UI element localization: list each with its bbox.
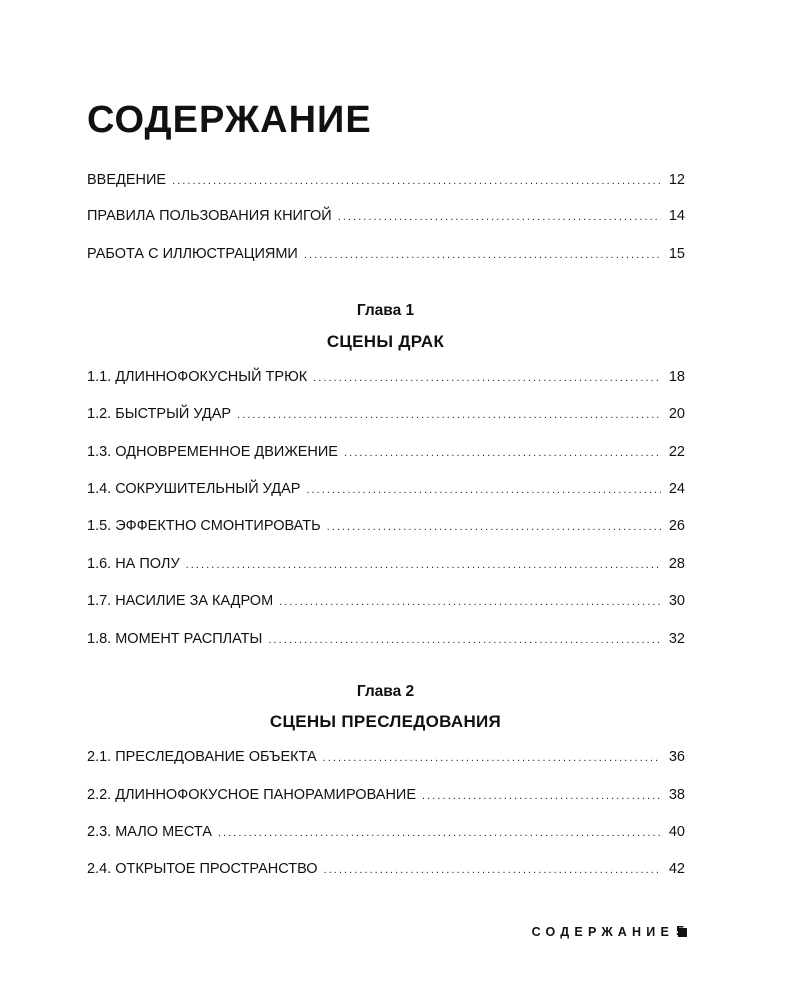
dot-leader: [172, 172, 661, 190]
toc-entry-page: 38: [668, 787, 685, 803]
toc-entry-1-6[interactable]: [87, 555, 685, 573]
dot-leader: [324, 861, 661, 879]
toc-entry-label: 1.8. МОМЕНТ РАСПЛАТЫ: [87, 631, 263, 647]
toc-entry-label: 1.5. ЭФФЕКТНО СМОНТИРОВАТЬ: [87, 518, 321, 534]
dot-leader: [323, 749, 661, 767]
toc-entry-1-2[interactable]: [87, 405, 685, 423]
chapter-1-number: Глава 1: [356, 302, 415, 319]
dot-leader: [338, 208, 661, 226]
toc-entry-1-8[interactable]: [87, 630, 685, 648]
toc-entry-page: 28: [668, 556, 685, 572]
toc-entry-page: 36: [668, 749, 685, 765]
toc-entry-2-3[interactable]: [87, 823, 685, 841]
dot-leader: [306, 481, 661, 499]
dot-leader: [186, 556, 661, 574]
toc-entry-1-5[interactable]: [87, 517, 685, 535]
dot-leader: [327, 518, 661, 536]
toc-entry-label: 1.4. СОКРУШИТЕЛЬНЫЙ УДАР: [87, 481, 301, 497]
toc-entry-page: 22: [668, 444, 685, 460]
toc-entry-1-1[interactable]: [87, 368, 685, 386]
dot-leader: [279, 593, 661, 611]
dot-leader: [218, 824, 661, 842]
toc-entry-label: 1.3. ОДНОВРЕМЕННОЕ ДВИЖЕНИЕ: [87, 444, 338, 460]
page-number: 5: [676, 923, 685, 940]
toc-entry-page: 40: [668, 824, 685, 840]
toc-entry-1-7[interactable]: [87, 592, 685, 610]
dot-leader: [304, 246, 661, 264]
toc-entry-label: 2.1. ПРЕСЛЕДОВАНИЕ ОБЪЕКТА: [87, 749, 317, 765]
toc-entry-label: 1.2. БЫСТРЫЙ УДАР: [87, 406, 232, 422]
toc-entry-page: 32: [668, 631, 685, 647]
toc-entry-introduction[interactable]: [87, 171, 685, 189]
toc-entry-2-2[interactable]: [87, 786, 685, 804]
toc-entry-1-4[interactable]: [87, 480, 685, 498]
toc-entry-working-with-illustrations[interactable]: [87, 245, 685, 263]
toc-entry-page: 42: [668, 861, 685, 877]
toc-entry-label: 1.1. ДЛИННОФОКУСНЫЙ ТРЮК: [87, 369, 308, 385]
dot-leader: [313, 369, 661, 387]
chapter-2-title: СЦЕНЫ ПРЕСЛЕДОВАНИЯ: [269, 712, 502, 731]
toc-entry-1-3[interactable]: [87, 443, 685, 461]
dot-leader: [344, 444, 661, 462]
running-title: СОДЕРЖАНИЕ: [531, 925, 674, 939]
toc-entry-2-4[interactable]: [87, 860, 685, 878]
toc-entry-page: 15: [668, 246, 685, 262]
toc-entry-page: 20: [668, 406, 685, 422]
dot-leader: [237, 406, 661, 424]
toc-entry-label: ВВЕДЕНИЕ: [87, 172, 167, 188]
running-footer: [532, 922, 687, 942]
toc-entry-page: 30: [668, 593, 685, 609]
dot-leader: [422, 787, 661, 805]
toc-entry-label: ПРАВИЛА ПОЛЬЗОВАНИЯ КНИГОЙ: [87, 208, 332, 224]
toc-entry-label: 1.7. НАСИЛИЕ ЗА КАДРОМ: [87, 593, 274, 609]
chapter-1-title: СЦЕНЫ ДРАК: [326, 332, 445, 351]
toc-entry-page: 14: [668, 208, 685, 224]
toc-entry-label: РАБОТА С ИЛЛЮСТРАЦИЯМИ: [87, 246, 298, 262]
toc-entry-page: 26: [668, 518, 685, 534]
toc-entry-page: 12: [668, 172, 685, 188]
toc-entry-page: 18: [668, 369, 685, 385]
toc-entry-page: 24: [668, 481, 685, 497]
toc-entry-label: 1.6. НА ПОЛУ: [87, 556, 180, 572]
toc-entry-label: 2.4. ОТКРЫТОЕ ПРОСТРАНСТВО: [87, 861, 318, 877]
dot-leader: [268, 631, 661, 649]
toc-entry-2-1[interactable]: [87, 748, 685, 766]
toc-entry-label: 2.2. ДЛИННОФОКУСНОЕ ПАНОРАМИРОВАНИЕ: [87, 787, 417, 803]
chapter-2-number: Глава 2: [356, 683, 415, 700]
page-title: СОДЕРЖАНИЕ: [87, 99, 372, 141]
toc-entry-book-usage-rules[interactable]: [87, 207, 685, 225]
toc-entry-label: 2.3. МАЛО МЕСТА: [87, 824, 212, 840]
